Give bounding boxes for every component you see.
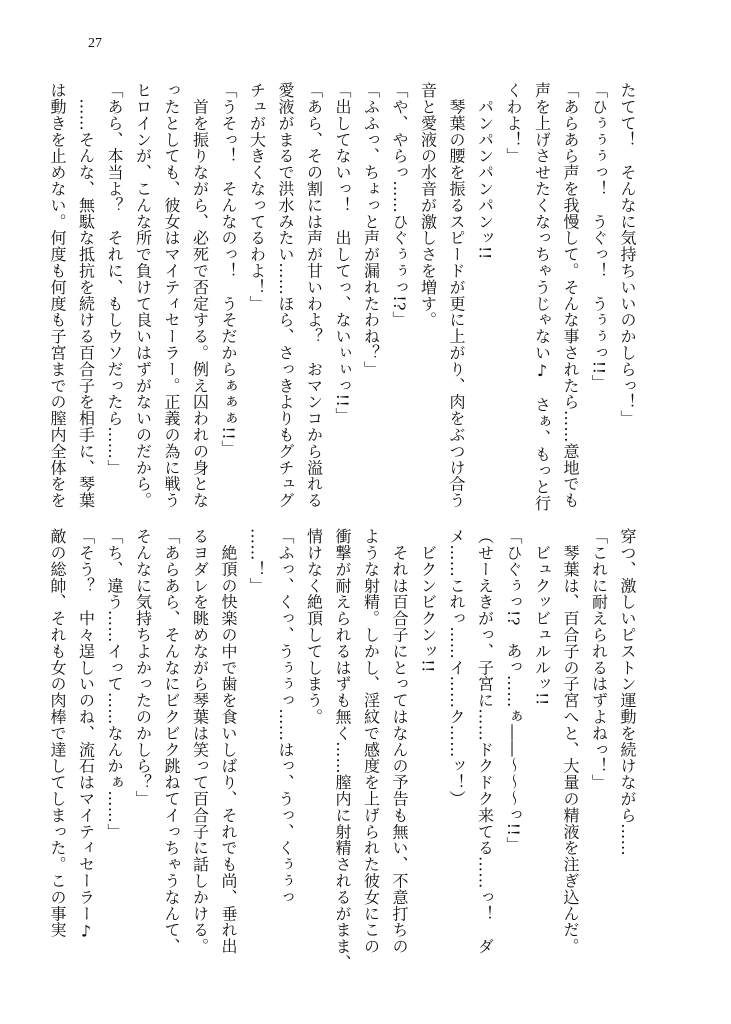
text-line: ような射精。しかし、淫紋で感度を上げられた彼女にこの <box>361 528 381 955</box>
text-line: ヒロインが、こんな所で負けて良いはずがないのだから。 <box>133 82 153 509</box>
text-line: は動きを止めない。何度も何度も子宮までの膣内全体をを <box>48 82 67 509</box>
text-line: チュが大きくなってるわよ！」 <box>247 82 267 312</box>
text-line: メ……これっ……イ……ク……ッ！） <box>447 528 466 807</box>
text-line: 音と愛液の水音が激しさを増す。 <box>418 82 438 328</box>
text-line: ……そんな、無駄な抵抗を続ける百合子を相手に、琴葉 <box>76 82 96 509</box>
text-line: たてて！ そんなに気持ちいいのかしらっ！」 <box>618 82 637 427</box>
text-line: 「うそっ！ そんなのっ！ うそだからぁぁぁ!!」 <box>219 82 238 457</box>
text-line: そんなに気持ちよかったのかしら？」 <box>133 528 153 807</box>
text-line: 「これに耐えられるはずよねっ！」 <box>589 528 609 791</box>
text-line: 首を振りながら、必死で否定する。例え囚われの身とな <box>190 82 210 509</box>
text-line: 「ふっ、くっ、うぅぅっ……はっ、うっ、くぅぅっ <box>276 528 295 906</box>
text-line: 「ひぐぅっ!? あっ……ぁ――〜〜〜っ!!」 <box>504 528 523 853</box>
text-line: るヨダレを眺めながら琴葉は笑って百合子に話しかける。 <box>190 528 210 955</box>
lower-text-block <box>48 528 641 971</box>
text-line: 「ひぅぅぅっ！ うぐっ！ うぅぅっ!!」 <box>589 82 609 391</box>
text-line: 「や、やらっ……ひぐぅぅっ!?」 <box>390 82 409 328</box>
text-line: くわよ！」 <box>504 82 523 164</box>
text-line: ……！」 <box>247 528 267 594</box>
text-line: 衝撃が耐えられるはずも無く……膣内に射精されるがまま、 <box>333 528 352 971</box>
text-line: 「ふふっ、ちょっと声が漏れたわね？」 <box>361 82 381 378</box>
text-line: 愛液がまるで洪水みたい……ほら、さっきよりもグチュグ <box>276 82 295 509</box>
text-line: 情けなく絶頂してしまう。 <box>304 528 324 725</box>
text-line: 敵の総帥、それも女の肉棒で達してしまった。この事実 <box>48 528 67 938</box>
text-line: ビュクッビュルルッ!! <box>532 528 552 706</box>
text-line: 声を上げさせたくなっちゃうじゃない♪ さぁ、もっと行 <box>532 82 552 512</box>
page-number: 27 <box>88 36 102 51</box>
text-line: 「あら、本当よ？ それに、もしウソだったら……」 <box>105 82 124 476</box>
text-line: ったとしても、彼女はマイティセーラー。正義の為に戦う <box>162 82 181 509</box>
text-line: （せーえきがっ、子宮に……ドクドク来てる……っ！ ダ <box>475 528 495 955</box>
text-line: 「あらあら声を我慢して。そんな事されたら……意地でも <box>561 82 580 509</box>
text-line: 絶頂の快楽の中で歯を食いしばり、それでも尚、垂れ出 <box>219 528 238 955</box>
text-line: 「ち、違う……イって……なんかぁ……」 <box>105 528 124 840</box>
text-line: 琴葉は、百合子の子宮へと、大量の精液を注ぎ込んだ。 <box>561 528 580 955</box>
text-line: 琴葉の腰を振るスピードが更に上がり、肉をぶつけ合う <box>447 82 466 509</box>
text-line: パンパンパンパンッ!! <box>475 82 495 260</box>
text-line: 「あらあら、そんなにビクビク跳ねてイっちゃうなんて、 <box>162 528 181 955</box>
text-line: 「出してないっ！ 出してっ、ないぃぃっ!!」 <box>333 82 352 424</box>
upper-text-block <box>48 82 641 512</box>
text-line: 「あら、その割には声が甘いわよ？ おマンコから溢れる <box>304 82 324 509</box>
text-line: 穿つ、激しいピストン運動を続けながら…… <box>618 528 637 856</box>
text-line: 「そう？ 中々逞しいのね、流石はマイティセーラー♪ <box>76 528 96 941</box>
text-line: ビクンビクンッ!! <box>418 528 438 673</box>
text-line: それは百合子にとってはなんの予告も無い、不意打ちの <box>390 528 409 955</box>
